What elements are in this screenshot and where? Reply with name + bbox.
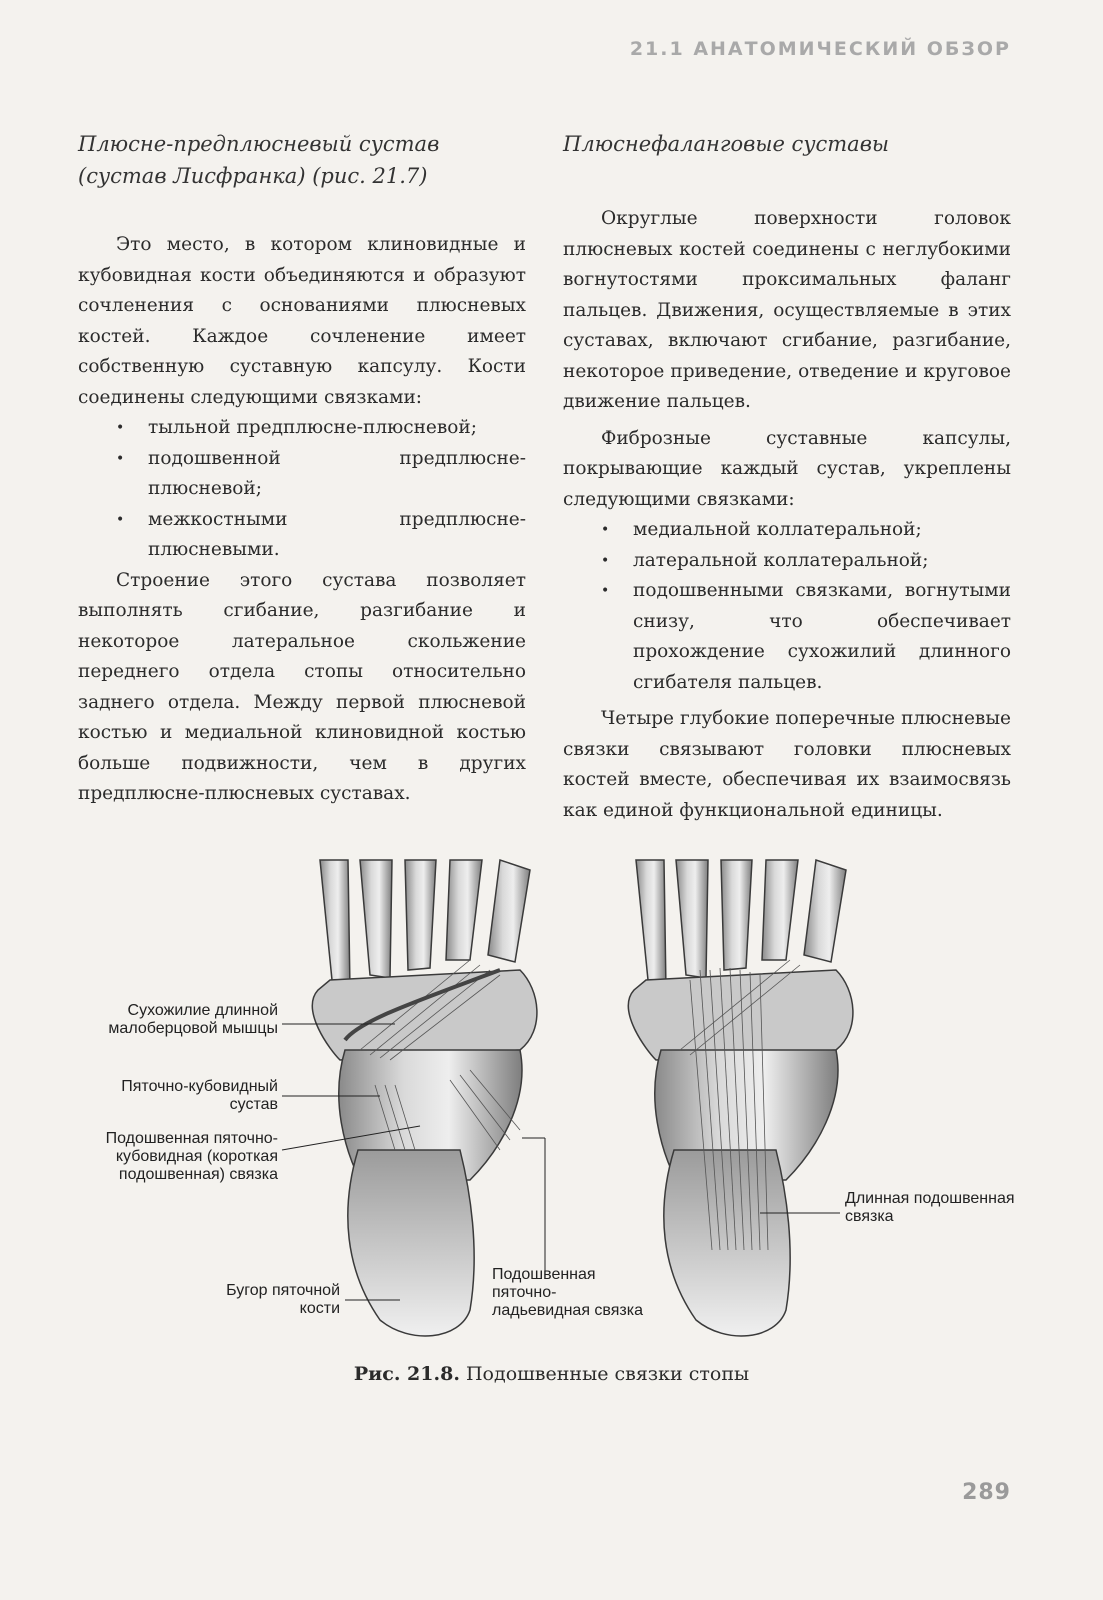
right-paragraph-2: Фиброзные суставные капсулы, покрывающие каждый сустав, укреплены следующими связками: (563, 427, 1011, 510)
figure-caption (0, 1363, 1103, 1385)
right-column (563, 128, 1011, 826)
left-paragraph-1: Это место, в котором клиновидные и кубовидная кости объединяются и образуют сочленения с основаниями плюсневых костей. Каждое сочленение имеет собственную суставную капсулу. Кости соединены следующими связками: (78, 234, 526, 408)
label-short-plantar-ligament: Подошвенная пяточно-кубовидная (короткая подошвенная) связка (105, 1130, 278, 1183)
right-paragraph-3: Четыре глубокие поперечные плюсневые связки связывают головки плюсневых костей вместе, обеспечивая их взаимосвязь как единой функциональной единицы. (563, 708, 1011, 821)
bullet-icon: • (601, 522, 610, 538)
list-item: • тыльной предплюсне-плюсневой; (116, 413, 526, 444)
label-peroneus-tendon: Сухожилие длинной малоберцовой мышцы (108, 1002, 278, 1037)
list-item: • подошвенной предплюсне-плюсневой; (116, 444, 526, 505)
left-foot-drawing (312, 860, 537, 1336)
bullet-icon: • (116, 511, 125, 528)
bullet-icon: • (601, 583, 610, 599)
page-number: 289 (962, 1480, 1011, 1505)
bullet-icon: • (601, 552, 610, 569)
caption-text: Подошвенные связки стопы (459, 1363, 750, 1385)
list-item: • подошвенными связками, вогнутыми снизу, что обеспечивает прохождение сухожилий длинного сгибателя пальцев. (601, 576, 1011, 698)
running-head: 21.1 АНАТОМИЧЕСКИЙ ОБЗОР (629, 38, 1011, 60)
left-heading: Плюсне-предплюсневый сустав (сустав Лисфранка) (рис. 21.7) (78, 132, 440, 188)
right-paragraph-1: Округлые поверхности головок плюсневых костей соединены с неглубокими вогнутостями проксимальных фаланг пальцев. Движения, осуществляемые в этих суставах, включают сгибание, разгибание, некоторое приведение, отведение и круговое движение пальцев. (563, 208, 1011, 412)
label-calcaneal-tuber: Бугор пяточной кости (226, 1282, 340, 1317)
foot-ligaments-figure (0, 850, 1103, 1370)
right-heading: Плюснефаланговые суставы (563, 132, 890, 156)
label-spring-ligament: Подошвенная пяточно-ладьевидная связка (492, 1266, 643, 1319)
caption-number: Рис. 21.8. (353, 1363, 460, 1385)
left-column (78, 128, 526, 810)
label-long-plantar-ligament: Длинная подошвенная связка (845, 1190, 1015, 1225)
list-item: • латеральной коллатеральной; (601, 546, 1011, 577)
list-item: • медиальной коллатеральной; (601, 515, 1011, 546)
left-bullet-list (78, 413, 526, 566)
bullet-icon: • (116, 420, 125, 436)
right-foot-drawing (628, 860, 853, 1336)
bullet-icon: • (116, 450, 125, 467)
label-calcaneocuboid-joint: Пяточно-кубовидный сустав (121, 1078, 278, 1113)
right-bullet-list (563, 515, 1011, 698)
list-item: • межкостными предплюсне-плюсневыми. (116, 505, 526, 566)
left-paragraph-2: Строение этого сустава позволяет выполнять сгибание, разгибание и некоторое латеральное скольжение переднего отдела стопы относительно заднего отдела. Между первой плюсневой костью и медиальной клиновидной костью больше подвижности, чем в других предплюсне-плюсневых суставах. (78, 569, 526, 804)
